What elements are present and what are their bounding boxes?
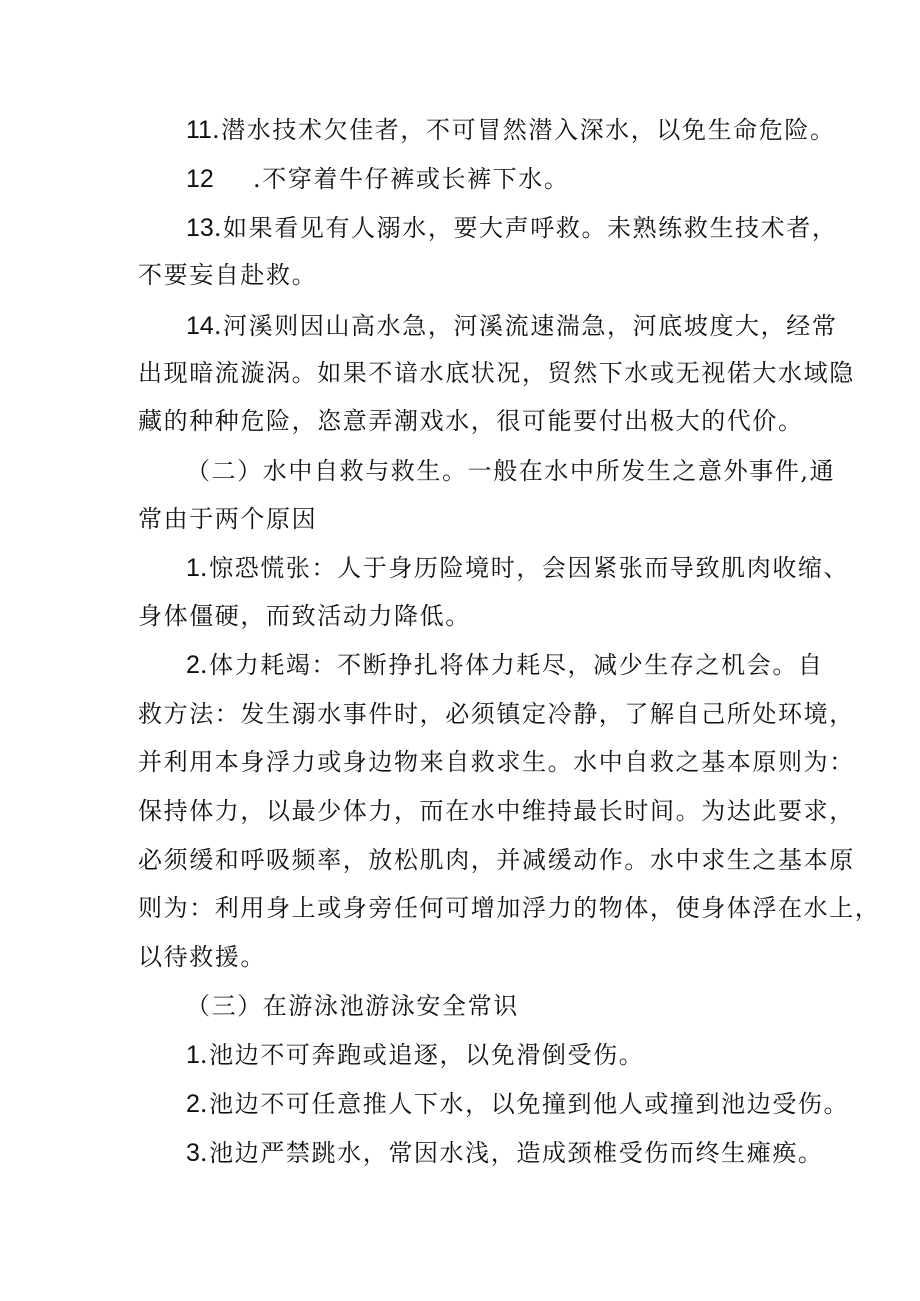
item-text: .池边严禁跳水，常因水浅，造成颈椎受伤而终生瘫痪。 [199,1139,824,1167]
item-number: 14 [186,312,214,340]
item-text: .惊恐慌张：人于身历险境时，会因紧张而导致肌肉收缩、 [199,554,850,582]
item-number: 11 [186,116,212,144]
item-text: .体力耗竭：不断挣扎将体力耗尽，减少生存之机会。自 [199,651,824,679]
list-item [186,1089,849,1119]
list-item-continuation: 保持体力，以最少体力，而在水中维持最长时间。为达此要求， [138,797,855,825]
item-text: .潜水技术欠佳者，不可冒然潜入深水，以免生命危险。 [211,116,836,144]
item-number: 1 [186,554,200,582]
list-item [186,553,849,583]
item-number: 2 [186,651,200,679]
list-item [186,1040,644,1070]
item-text: .池边不可奔跑或追逐，以免滑倒受伤。 [199,1041,645,1069]
list-item-13 [186,213,837,243]
list-item-12 [186,164,569,194]
item-text: .如果看见有人溺水，要大声呼救。未熟练救生技术者， [213,214,838,242]
list-item-14 [186,311,837,341]
item-text: .池边不可任意推人下水，以免撞到他人或撞到池边受伤。 [199,1090,850,1118]
list-item-continuation: 身体僵硬，而致活动力降低。 [138,602,471,630]
list-item-continuation: 救方法：发生溺水事件时，必须镇定冷静，了解自己所处环境， [138,700,855,728]
list-item-13-continuation: 不要妄自赴救。 [138,261,318,289]
item-number: 1 [186,1041,200,1069]
item-text: .不穿着牛仔裤或长裤下水。 [243,165,570,193]
section-heading: （三）在游泳池游泳安全常识 [186,992,519,1020]
list-item-continuation: 以待救援。 [138,943,266,971]
item-number: 3 [186,1139,200,1167]
item-text: .河溪则因山高水急，河溪流速湍急，河底坡度大，经常 [213,312,838,340]
section-heading-continuation: 常由于两个原因 [138,505,318,533]
item-number: 13 [186,214,214,242]
list-item-continuation: 并利用本身浮力或身边物来自救求生。水中自救之基本原则为： [138,748,855,776]
list-item-continuation: 则为：利用身上或身旁任何可增加浮力的物体，使身体浮在水上， [138,894,881,922]
list-item-14-continuation: 出现暗流漩涡。如果不谙水底状况，贸然下水或无视偌大水域隐 [138,359,855,387]
list-item-11 [186,115,836,145]
list-item [186,650,824,680]
item-number: 2 [186,1090,200,1118]
list-item-continuation: 必须缓和呼吸频率，放松肌肉，并减缓动作。水中求生之基本原 [138,846,855,874]
section-heading: （二）水中自救与救生。一般在水中所发生之意外事件,通 [186,457,836,485]
item-number: 12 [186,165,214,193]
list-item [186,1138,824,1168]
list-item-14-continuation: 藏的种种危险，恣意弄潮戏水，很可能要付出极大的代价。 [138,407,804,435]
